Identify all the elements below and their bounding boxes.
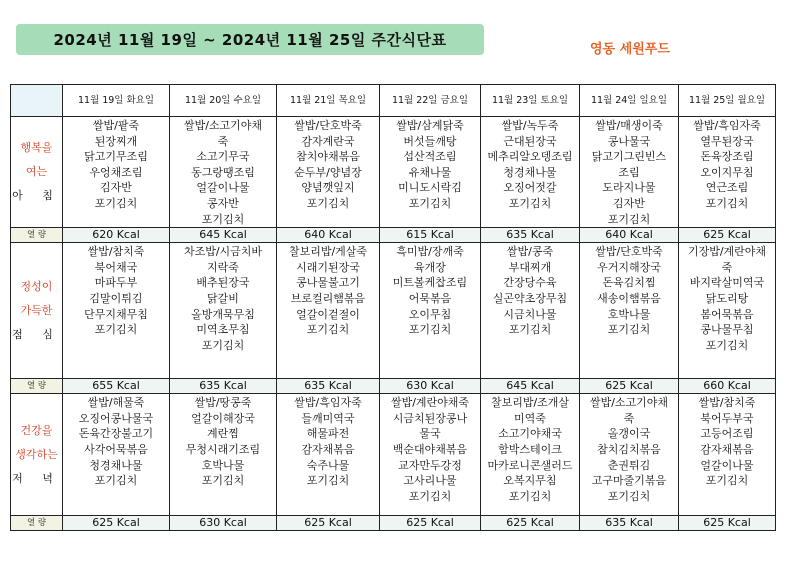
menu-item: 북어채국 [94, 260, 138, 274]
menu-item: 닭갈비 [207, 291, 239, 305]
menu-item: 기장밥/계란야채 [687, 245, 767, 259]
menu-item: 포기김치 [306, 196, 350, 210]
kcal-label: 열 량 [11, 379, 63, 394]
menu-item: 쌀밥/흑임자죽 [294, 396, 362, 410]
menu-item: 포기김치 [408, 323, 452, 337]
kcal-value: 625 Kcal [580, 379, 679, 394]
menu-item: 해물파전 [306, 427, 350, 441]
menu-item: 시금치나물 [503, 307, 557, 321]
menu-item: 브로컬리햄볶음 [290, 291, 366, 305]
menu-item: 포기김치 [94, 474, 138, 488]
menu-item: 쌀밥/콩죽 [506, 245, 554, 259]
menu-item: 열무된장국 [700, 134, 754, 148]
menu-cell [481, 394, 580, 516]
menu-item: 포기김치 [705, 474, 749, 488]
menu-item: 마파두부 [94, 276, 138, 290]
kcal-label: 열 량 [11, 516, 63, 531]
date-header: 11월 24일 일요일 [580, 85, 679, 117]
menu-item: 콩나물불고기 [296, 276, 360, 290]
menu-item: 포기김치 [306, 323, 350, 337]
menu-item: 쌀밥/계란야채죽 [390, 396, 470, 410]
menu-item: 백순대야채볶음 [392, 442, 468, 456]
menu-item: 조림 [618, 165, 640, 179]
menu-item: 돈육간장불고기 [78, 427, 154, 441]
menu-item: 죽 [623, 411, 635, 425]
meal-label [11, 243, 63, 379]
menu-item: 김말이튀김 [89, 291, 143, 305]
menu-item: 사각어묵볶음 [84, 442, 148, 456]
menu-item: 콩자반 [207, 196, 239, 210]
menu-item: 포기김치 [705, 338, 749, 352]
menu-item: 미역초무침 [196, 323, 250, 337]
date-header: 11월 23일 토요일 [481, 85, 580, 117]
menu-item: 쌀밥/단호박죽 [595, 245, 663, 259]
menu-item: 우엉채조림 [89, 165, 143, 179]
kcal-value: 655 Kcal [63, 379, 170, 394]
page-title: 2024년 11월 19일 ~ 2024년 11월 25일 주간식단표 [16, 24, 484, 55]
menu-item: 순두부/양념장 [294, 165, 362, 179]
kcal-value: 625 Kcal [63, 516, 170, 531]
menu-item: 포기김치 [201, 474, 245, 488]
menu-item: 포기김치 [201, 212, 245, 226]
menu-item: 포기김치 [306, 474, 350, 488]
menu-item: 오징어젓갈 [503, 181, 557, 195]
kcal-value: 625 Kcal [679, 228, 776, 243]
menu-cell [580, 394, 679, 516]
menu-item: 쌀밥/소고기야채 [183, 119, 263, 132]
menu-item: 포기김치 [705, 196, 749, 210]
menu-item: 메추리알오뎅조림 [487, 150, 573, 164]
menu-item: 단무지채무침 [84, 307, 148, 321]
menu-item: 쌀밥/매생이죽 [595, 119, 663, 132]
kcal-value: 625 Kcal [380, 516, 481, 531]
breakfast-kcal-row [11, 228, 776, 243]
menu-cell [170, 394, 277, 516]
menu-cell [277, 117, 380, 228]
date-header: 11월 20일 수요일 [170, 85, 277, 117]
menu-item: 교자만두강정 [398, 458, 462, 472]
menu-item: 청경채나물 [503, 165, 557, 179]
menu-item: 미트볼케찹조림 [392, 276, 468, 290]
menu-item: 오이무침 [408, 307, 452, 321]
menu-cell [679, 243, 776, 379]
kcal-value: 645 Kcal [170, 228, 277, 243]
menu-item: 쌀밥/땅콩죽 [194, 396, 252, 410]
menu-cell [580, 243, 679, 379]
menu-item: 섭산적조림 [403, 150, 457, 164]
menu-item: 닭고기무조림 [84, 150, 148, 164]
menu-item: 포기김치 [408, 489, 452, 503]
menu-item: 쌀밥/팥죽 [92, 119, 140, 132]
kcal-value: 635 Kcal [277, 379, 380, 394]
weekly-menu-table [10, 84, 776, 531]
menu-item: 포기김치 [607, 323, 651, 337]
menu-item: 오이지무침 [700, 165, 754, 179]
menu-item: 쌀밥/해물죽 [87, 396, 145, 410]
menu-item: 새송이햄볶음 [597, 291, 661, 305]
date-header: 11월 19일 화요일 [63, 85, 170, 117]
menu-item: 찰보리밥/게살죽 [288, 245, 368, 259]
menu-item: 쌀밥/참치죽 [87, 245, 145, 259]
menu-item: 쌀밥/참치죽 [698, 396, 756, 410]
lunch-kcal-row [11, 379, 776, 394]
meal-label-line: 정성이 [20, 279, 53, 293]
menu-item: 마카로니콘샐러드 [487, 458, 573, 472]
menu-item: 차조밥/시금치바 [183, 245, 263, 259]
menu-item: 실곤약초장무침 [492, 291, 568, 305]
menu-item: 포기김치 [508, 489, 552, 503]
menu-item: 버섯들깨탕 [403, 134, 457, 148]
kcal-value: 625 Kcal [277, 516, 380, 531]
kcal-value: 660 Kcal [679, 379, 776, 394]
date-header: 11월 21일 목요일 [277, 85, 380, 117]
menu-item: 김자반 [100, 181, 132, 195]
header-corner [11, 85, 63, 117]
menu-item: 동그랑땡조림 [191, 165, 255, 179]
menu-item: 김자반 [613, 196, 645, 210]
menu-item: 춘권튀김 [607, 458, 651, 472]
menu-item: 쌀밥/삼계닭죽 [396, 119, 464, 132]
menu-cell [380, 243, 481, 379]
menu-item: 오징어콩나물국 [78, 411, 154, 425]
menu-item: 올방개묵무침 [191, 307, 255, 321]
meal-label-line: 여는 [25, 165, 48, 179]
menu-item: 참치야채볶음 [296, 150, 360, 164]
meal-label-line: 행복을 [20, 141, 53, 155]
meal-label [11, 117, 63, 228]
menu-cell [481, 117, 580, 228]
breakfast-row [11, 117, 776, 228]
menu-item: 죽 [217, 134, 229, 148]
menu-item: 돈육김치찜 [602, 276, 656, 290]
menu-item: 계란찜 [207, 427, 239, 441]
menu-item: 포기김치 [94, 196, 138, 210]
date-header: 11월 22일 금요일 [380, 85, 481, 117]
menu-item: 물국 [419, 427, 441, 441]
menu-item: 간장당수육 [503, 276, 557, 290]
menu-item: 소고기야채국 [498, 427, 562, 441]
menu-item: 포기김치 [508, 323, 552, 337]
kcal-label: 열 량 [11, 228, 63, 243]
menu-item: 쌀밥/소고기야채 [589, 396, 669, 410]
menu-cell [170, 243, 277, 379]
menu-cell [277, 243, 380, 379]
menu-item: 얼갈이겉절이 [296, 307, 360, 321]
menu-item: 감자계란국 [301, 134, 355, 148]
menu-item: 봄어묵볶음 [700, 307, 754, 321]
menu-item: 콩나물무침 [700, 323, 754, 337]
menu-item: 함박스테이크 [498, 442, 562, 456]
menu-item: 북어두부국 [700, 411, 754, 425]
menu-item: 시금치된장콩나 [392, 411, 468, 425]
menu-item: 근대된장국 [503, 134, 557, 148]
menu-cell [481, 243, 580, 379]
menu-item: 포기김치 [94, 323, 138, 337]
kcal-value: 620 Kcal [63, 228, 170, 243]
menu-item: 미역죽 [514, 411, 546, 425]
menu-item: 호박나물 [201, 458, 245, 472]
kcal-value: 640 Kcal [580, 228, 679, 243]
meal-label-line: 생각하는 [15, 447, 58, 461]
company-name: 영동 세원푸드 [590, 42, 670, 57]
kcal-value: 615 Kcal [380, 228, 481, 243]
menu-item: 포기김치 [408, 196, 452, 210]
menu-item: 배추된장국 [196, 276, 250, 290]
menu-item: 유채나물 [408, 165, 452, 179]
menu-item: 감자채볶음 [301, 442, 355, 456]
menu-item: 얼갈이나물 [700, 458, 754, 472]
menu-item: 연근조림 [705, 181, 749, 195]
menu-cell [679, 394, 776, 516]
menu-cell [63, 243, 170, 379]
menu-item: 호박나물 [607, 307, 651, 321]
menu-item: 흑미밥/장깨죽 [396, 245, 464, 259]
menu-item: 쌀밥/흑임자죽 [693, 119, 761, 132]
menu-item: 쌀밥/단호박죽 [294, 119, 362, 132]
date-header-row [11, 85, 776, 117]
menu-item: 지락죽 [207, 260, 239, 274]
menu-item: 어묵볶음 [408, 291, 452, 305]
dinner-kcal-row [11, 516, 776, 531]
kcal-value: 630 Kcal [170, 516, 277, 531]
menu-item: 닭도리탕 [705, 291, 749, 305]
dinner-row [11, 394, 776, 516]
kcal-value: 625 Kcal [679, 516, 776, 531]
menu-item: 닭고기그린빈스 [591, 150, 667, 164]
meal-label-line: 아 침 [12, 189, 61, 203]
menu-item: 소고기무국 [196, 150, 250, 164]
meal-label-line: 가득한 [20, 303, 53, 317]
kcal-value: 635 Kcal [170, 379, 277, 394]
menu-item: 우거지해장국 [597, 260, 661, 274]
meal-label [11, 394, 63, 516]
menu-item: 올갱이국 [607, 427, 651, 441]
menu-item: 바지락살미역국 [689, 276, 765, 290]
menu-item: 얼갈이나물 [196, 181, 250, 195]
menu-item: 돈육장조림 [700, 150, 754, 164]
menu-item: 숙주나물 [306, 458, 350, 472]
kcal-value: 635 Kcal [481, 228, 580, 243]
menu-item: 들깨미역국 [301, 411, 355, 425]
kcal-value: 630 Kcal [380, 379, 481, 394]
menu-item: 도라지나물 [602, 181, 656, 195]
menu-cell [63, 394, 170, 516]
menu-item: 쌀밥/녹두죽 [501, 119, 559, 132]
menu-cell [170, 117, 277, 228]
menu-item: 얼갈이해장국 [191, 411, 255, 425]
menu-item: 육개장 [414, 260, 446, 274]
meal-label-line: 저 녁 [12, 471, 61, 485]
menu-item: 포기김치 [607, 212, 651, 226]
menu-item: 고등어조림 [700, 427, 754, 441]
kcal-value: 625 Kcal [481, 516, 580, 531]
menu-item: 포기김치 [508, 196, 552, 210]
kcal-value: 635 Kcal [580, 516, 679, 531]
menu-cell [380, 394, 481, 516]
menu-cell [277, 394, 380, 516]
menu-cell [63, 117, 170, 228]
menu-item: 고사리나물 [403, 474, 457, 488]
menu-item: 양념깻잎지 [301, 181, 355, 195]
menu-item: 청경채나물 [89, 458, 143, 472]
meal-label-line: 건강을 [20, 423, 53, 437]
menu-item: 무청시래기조림 [185, 442, 261, 456]
lunch-row [11, 243, 776, 379]
menu-item: 부대찌개 [508, 260, 552, 274]
menu-item: 포기김치 [607, 489, 651, 503]
kcal-value: 645 Kcal [481, 379, 580, 394]
menu-item: 시래기된장국 [296, 260, 360, 274]
menu-item: 미니도시락김 [398, 181, 462, 195]
menu-item: 고구마줄기볶음 [591, 474, 667, 488]
menu-item: 찰보리밥/조개살 [490, 396, 570, 410]
meal-label-line: 점 심 [12, 327, 61, 341]
menu-cell [380, 117, 481, 228]
menu-item: 참치김치볶음 [597, 442, 661, 456]
menu-cell [679, 117, 776, 228]
menu-item: 오복지무침 [503, 474, 557, 488]
date-header: 11월 25일 월요일 [679, 85, 776, 117]
kcal-value: 640 Kcal [277, 228, 380, 243]
menu-item: 포기김치 [201, 338, 245, 352]
menu-item: 콩나물국 [607, 134, 651, 148]
menu-cell [580, 117, 679, 228]
menu-item: 된장찌개 [94, 134, 138, 148]
menu-item: 죽 [721, 260, 733, 274]
menu-item: 감자채볶음 [700, 442, 754, 456]
